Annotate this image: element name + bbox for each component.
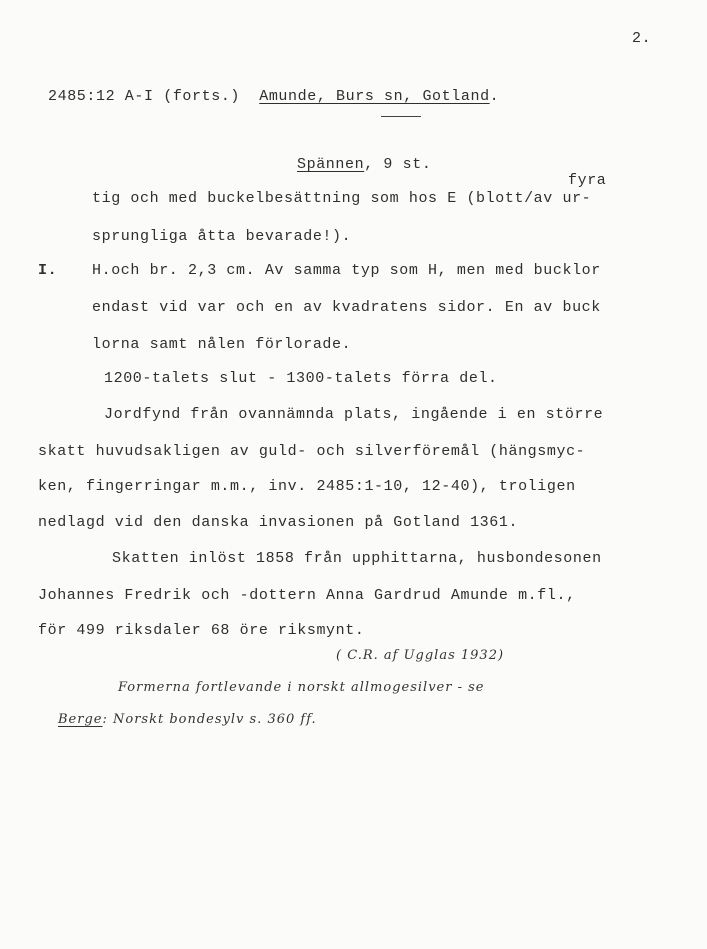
header-underline-mark (381, 116, 421, 117)
body-line-11: Skatten inlöst 1858 från upphittarna, husbondesonen (112, 550, 602, 567)
body-line-9: ken, fingerringar m.m., inv. 2485:1-10, 12-40), troligen (38, 478, 576, 495)
handwritten-citation: ( C.R. af Ugglas 1932) (336, 648, 505, 663)
body-line-4: endast vid var och en av kvadratens sidor. En av buck (92, 299, 601, 316)
insert-word: fyra (568, 172, 607, 189)
inventory-number: 2485:12 A-I (forts.) (48, 88, 241, 105)
handwritten-reference-author: Berge (58, 712, 103, 727)
header-line (48, 88, 499, 105)
dating-line: 1200-talets slut - 1300-talets förra del. (104, 370, 498, 387)
page-number: 2. (632, 30, 652, 47)
handwritten-note-2 (58, 712, 317, 727)
body-line-8: skatt huvudsakligen av guld- och silverföremål (hängsmyc- (38, 443, 586, 460)
body-line-13: för 499 riksdaler 68 öre riksmynt. (38, 622, 365, 639)
body-line-12: Johannes Fredrik och -dottern Anna Gardrud Amunde m.fl., (38, 587, 576, 604)
find-place: Amunde, Burs sn, Gotland (259, 88, 490, 105)
section-title: Spännen (297, 156, 365, 173)
body-line-5: lorna samt nålen förlorade. (92, 336, 352, 353)
find-place-end: . (489, 88, 500, 105)
body-line-2: sprungliga åtta bevarade!). (92, 228, 352, 245)
item-marker: I. (38, 262, 58, 279)
handwritten-note-1: Formerna fortlevande i norskt allmogesilver - se (118, 680, 485, 695)
body-line-7: Jordfynd från ovannämnda plats, ingående i en större (104, 406, 604, 423)
section-count: , 9 st. (364, 156, 432, 173)
body-line-3: H.och br. 2,3 cm. Av samma typ som H, men med bucklor (92, 262, 601, 279)
handwritten-reference-rest: : Norskt bondesylv s. 360 ff. (102, 712, 317, 727)
body-line-10: nedlagd vid den danska invasionen på Gotland 1361. (38, 514, 519, 531)
body-line-1: tig och med buckelbesättning som hos E (blott/av ur- (92, 190, 592, 207)
section-heading (297, 156, 431, 173)
